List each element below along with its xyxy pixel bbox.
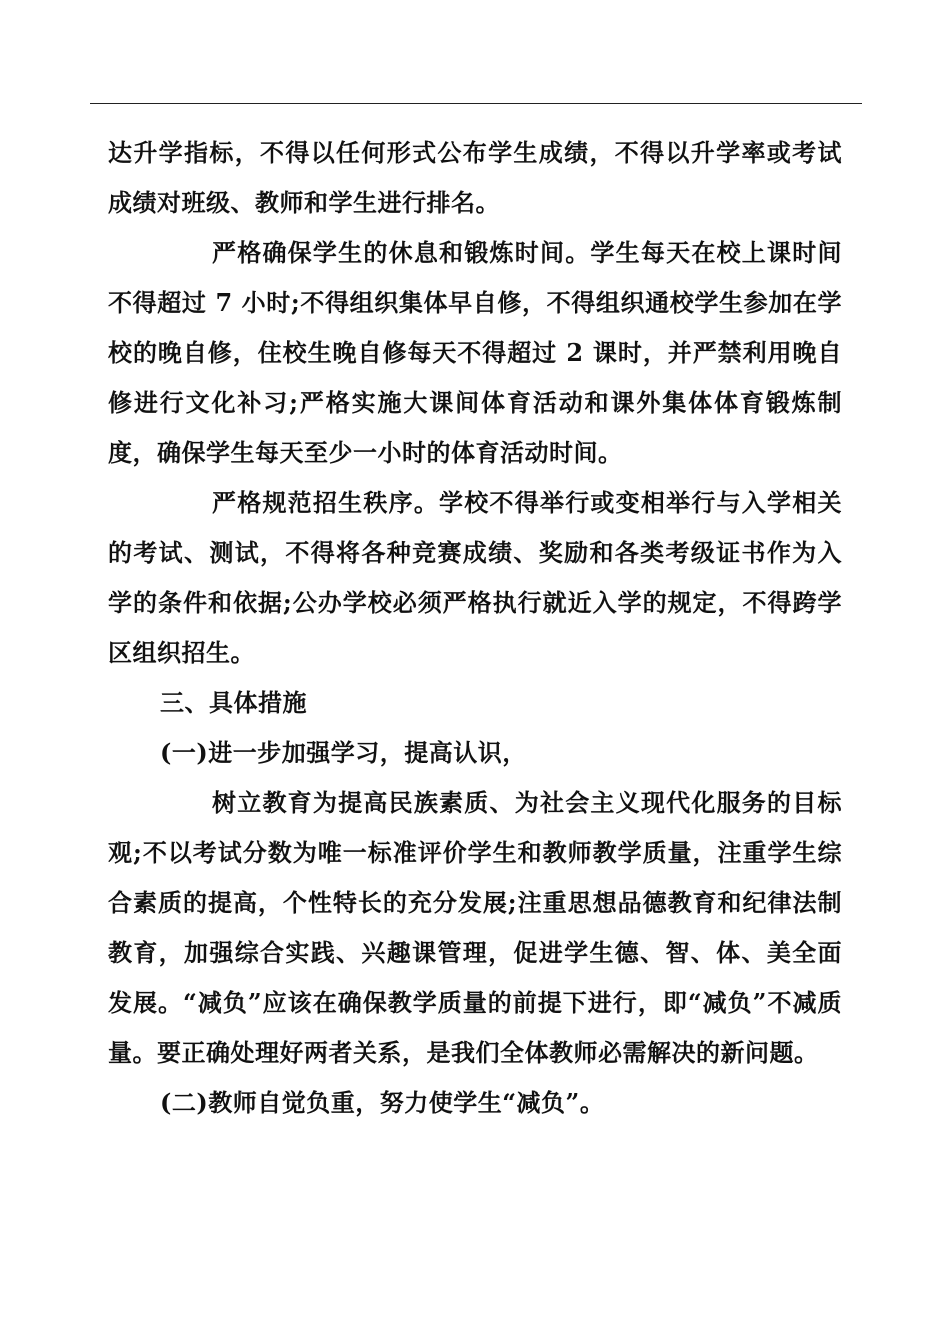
subsection-heading-2: (二)教师自觉负重，努力使学生“减负”。 bbox=[160, 1088, 605, 1117]
paragraph-education-goals: 树立教育为提高民族素质、为社会主义现代化服务的目标观;不以考试分数为唯一标准评价学生和教师教学质量，注重学生综合素质的提高，个性特长的充分发展;注重思想品德教育和纪律法制教育，加强综合实践、兴趣课管理，促进学生德、智、体、美全面发展。“减负”应该在确保教学质量的前提下进行，即“减负”不减质量。要正确处理好两者关系，是我们全体教师必需解决的新问题。 bbox=[108, 788, 842, 1067]
document-body bbox=[108, 128, 842, 1128]
paragraph-rest-exercise: 严格确保学生的休息和锻炼时间。学生每天在校上课时间不得超过 7 小时;不得组织集体早自修，不得组织通校学生参加在学校的晚自修，住校生晚自修每天不得超过 2 课时，并严禁利用晚自修进行文化补习;严格实施大课间体育活动和课外集体体育锻炼制度，确保学生每天至少一小时的体育活动时间。 bbox=[108, 238, 842, 467]
paragraph-enrollment: 严格规范招生秩序。学校不得举行或变相举行与入学相关的考试、测试，不得将各种竞赛成绩、奖励和各类考级证书作为入学的条件和依据;公办学校必须严格执行就近入学的规定，不得跨学区组织招生。 bbox=[108, 488, 842, 667]
subsection-heading-1: (一)进一步加强学习，提高认识， bbox=[160, 738, 527, 767]
paragraph-continuation: 达升学指标，不得以任何形式公布学生成绩，不得以升学率或考试成绩对班级、教师和学生进行排名。 bbox=[108, 138, 842, 217]
section-heading-measures: 三、具体措施 bbox=[160, 688, 307, 717]
header-rule bbox=[90, 103, 862, 104]
